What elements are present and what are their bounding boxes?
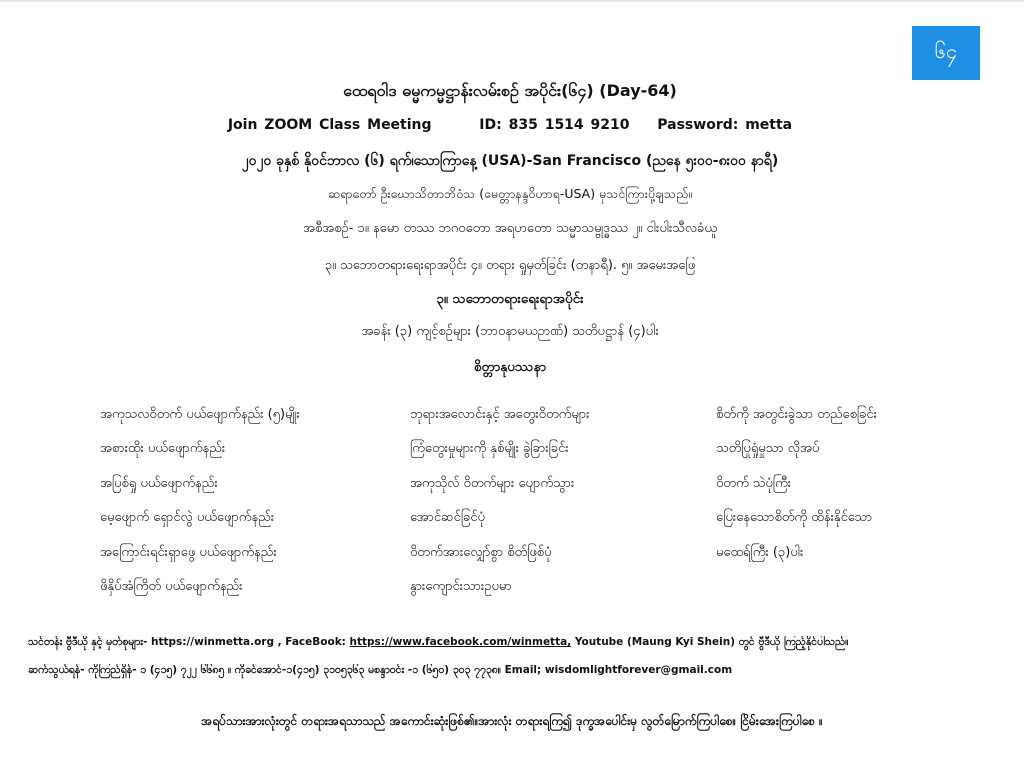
list-item: ပြေးနေသောစိတ်ကို ထိန်းနိုင်သော bbox=[716, 510, 873, 526]
list-item: နွားကျောင်းသားဥပမာ bbox=[410, 578, 512, 594]
top-border bbox=[0, 0, 1024, 2]
section-title: ၃။ သဘောတရားရေးရာအပိုင်း bbox=[436, 291, 584, 307]
footer-links-prefix: သင်တန်း ဗွီဒီယို နှင့် မှတ်စုများ- https://winmetta.org , FaceBook: bbox=[28, 636, 346, 648]
closing-blessing: အရပ်သားအားလုံးတွင် တရားအရသာသည် အကောင်းဆုံးဖြစ်၏။အားလုံး တရားရကြ၍ ဒုက္ခအပေါင်းမှ လွတ်မြောက်ကြပါစေ။ ငြိမ်းအေးကြပါစေ ။ bbox=[201, 714, 823, 728]
list-item: အောင်ဆင်ခြင်ပုံ bbox=[410, 510, 485, 526]
zoom-label: Join ZOOM Class Meeting bbox=[227, 117, 432, 133]
list-item: ဘုရားအလောင်းနှင့် အတွေးဝိတက်များ bbox=[410, 407, 590, 422]
date-line: ၂၀၂၀ ခုနှစ် နိုဝင်ဘာလ (၆) ရက်၊သောကြာနေ့ (USA)-San Francisco (ညနေ ၅း၀၀-၈း၀၀ နာရီ) bbox=[241, 153, 779, 169]
list-item: မေ့ဖျောက် ရှောင်လွဲ ပယ်ဖျောက်နည်း bbox=[100, 510, 275, 526]
list-item: အစားထိုး ပယ်ဖျောက်နည်း bbox=[100, 441, 226, 457]
topics-column-2 bbox=[410, 398, 710, 604]
agenda-line-1: အစီအစဉ်- ၁။ နမော တဿ ဘဂဝတော အရဟတော သမ္မာသမ္ဗုဒ္ဓဿ ၂။ ငါးပါးသီလခံယူ bbox=[303, 221, 717, 236]
list-item: မထေရ်ကြီး (၃)ပါး bbox=[716, 544, 804, 560]
list-item: စိတ်ကို အတွင်းခွဲသာ တည်စေခြင်း bbox=[716, 407, 877, 422]
list-item: အပြစ်ရှု ပယ်ဖျောက်နည်း bbox=[100, 475, 218, 491]
agenda-line-2: ၃။ သဘောတရားရေးရာအပိုင်း ၄။ တရား ရှုမှတ်ခြင်း (တနာရီ). ၅။ အမေးအဖြေ bbox=[324, 258, 696, 273]
teacher-line: ဆရာတော် ဦးဃောသိတာဘိဝံသ (မေတ္တာနန္ဒဝိဟာရ-USA) မှသင်ကြားပို့ချသည်။ bbox=[328, 186, 692, 201]
page-title: ထေရဝါဒ ဓမ္မကမ္မဋ္ဌာန်းလမ်းစဉ် အပိုင်း(၆၄) (Day-64) bbox=[343, 81, 677, 100]
list-item: ဖိနှိပ်အံကြိတ် ပယ်ဖျောက်နည်း bbox=[100, 578, 243, 594]
topic-heading: စိတ္တာနုပဿနာ bbox=[473, 359, 547, 375]
zoom-id: ID: 835 1514 9210 bbox=[479, 117, 630, 133]
list-item: အကုသိုလ် ဝိတက်များ ပျောက်သွား bbox=[410, 475, 575, 491]
topics-column-3 bbox=[716, 398, 1006, 570]
zoom-info bbox=[60, 117, 960, 133]
page-number-badge: ၆၄ bbox=[912, 26, 980, 80]
list-item: သတိပြုရှုံမှုသာ လိုအပ် bbox=[716, 441, 820, 457]
footer-links-line bbox=[28, 636, 1008, 651]
footer-links-suffix: Youtube (Maung Kyi Shein) တွင် ဗွီဒီယို ကြည့်နိုင်ပါသည်။ bbox=[574, 636, 849, 648]
list-item: ကြံတွေးမှုများကို နှစ်မျိုး ခွဲခြားခြင်း bbox=[410, 441, 569, 457]
list-item: ဝိတက်အားလျှော်စွာ စိတ်ဖြစ်ပုံ bbox=[410, 544, 552, 560]
list-item: အကုသလဝိတက် ပယ်ဖျောက်နည်း (၅)မျိုး bbox=[100, 407, 300, 422]
lesson-line: အခန်း (၃) ကျင့်စဉ်များ (ဘာဝနာမယဉာဏ်) သတိပဋ္ဌာန် (၄)ပါး bbox=[361, 324, 659, 339]
footer-contact-line: ဆက်သွယ်ရန်- ကိုကြည်ရှိန်- ၁ (၄၁၅) ၇၂၂ ၆၆၈၅ ။ ကိုခင်အောင်-၁(၄၁၅) ၃၁၀၅၃၆၃ မစန္ဒာဝင်း -၁ (၆၅၀) ၃၀၃ ၇၇၃၈။ Email; wisdomlightforever@gmail.com bbox=[28, 664, 733, 676]
list-item: ဝိတက် သဲပုံကြီး bbox=[716, 475, 791, 491]
facebook-link[interactable]: https://www.facebook.com/winmetta, bbox=[349, 636, 572, 648]
topics-column-1 bbox=[100, 398, 400, 604]
list-item: အကြောင်းရင်းရှာဖွေ ပယ်ဖျောက်နည်း bbox=[100, 544, 277, 560]
zoom-password: Password: metta bbox=[657, 117, 793, 133]
